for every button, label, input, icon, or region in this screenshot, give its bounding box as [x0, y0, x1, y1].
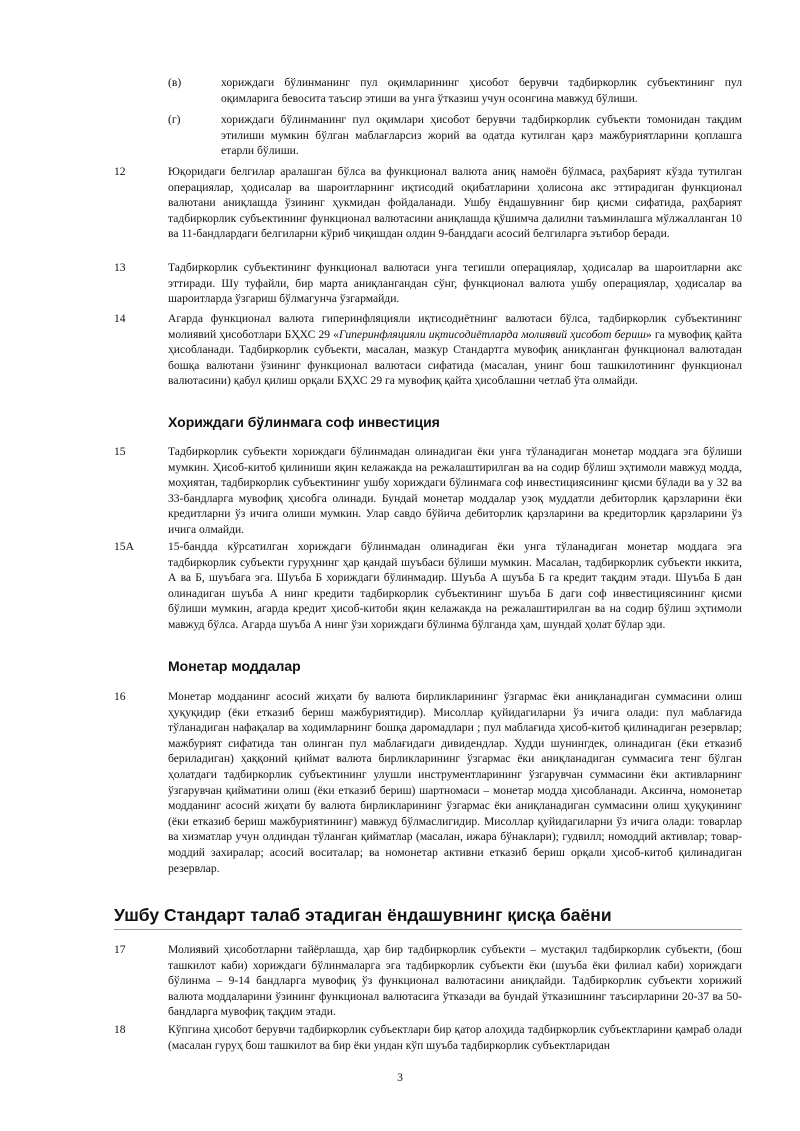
- paragraph-text: Тадбиркорлик субъекти хориждаги бўлинмадан олинадиган ёки унга тўланадиган монетар моддага эга бўлиши мумкин. Ҳисоб-китоб қилиниши яқин келажакда на режалаштирилган ва на содир бўлиш эҳтимоли мавжуд модда, моҳиятан, тадбиркорлик субъектининг ушбу хориждаги бўлинмага соф инвестициясининг қисми бўлади ва у 32 ва 33-бандларга мувофиқ ҳисобга олинади. Бундай монетар моддалар узоқ муддатли дебиторлик қарзларини ёки кредитларни ўз ичига олиши мумкин. Улар савдо бўйича дебиторлик қарзларини ва кредиторлик қарзларини ўз ичига олмайди.: [168, 445, 742, 536]
- paragraph-text: Юқоридаги белгилар аралашган бўлса ва функционал валюта аниқ намоён бўлмаса, раҳбарият кўзда тутилган операциялар, ҳодисалар ва шароитларнинг иқтисодий оқибатларини ҳолисона акс эттирадиган функционал валютани аниқлашда ўзининг ҳукмидан фойдаланади. Ушбу ёндашувнинг бир қисми сифатида, раҳбарият тадбиркорлик субъектининг функционал валютасини аниқлашда қўшимча далилни таъминлашга мўлжалланган 10 ва 11-бандлардаги белгиларни кўриб чиқишдан олдин 9-банддаги асосий белгиларга эътибор беради.: [168, 165, 742, 241]
- paragraph-16: [114, 689, 742, 876]
- paragraph-number: 17: [114, 943, 126, 956]
- list-item-text: хориждаги бўлинманинг пул оқимлари ҳисобот берувчи тадбиркорлик субъекти томонидан тақдим этилиши мумкин бўлган маблағларсиз жорий ва одатда кутилган қарз мажбуриятларини қоплашга етарли бўлиши.: [221, 113, 742, 158]
- page-number: 3: [397, 1071, 403, 1084]
- paragraph-number: 15A: [114, 540, 134, 553]
- standard-title-italic: Гиперинфляцияли иқтисодиётларда молиявий ҳисобот бериш: [338, 327, 646, 341]
- paragraph-13: [114, 260, 742, 307]
- paragraph-text-part: Агарда функционал валюта гиперинфляцияли иқтисодиётнинг валютаси бўлса, тадбиркорлик субъектининг молиявий ҳисоботлари БҲХС 29 «: [168, 312, 742, 341]
- paragraph-number: 15: [114, 445, 126, 458]
- list-item-text: хориждаги бўлинманинг пул оқимларининг ҳисобот берувчи тадбиркорлик субъектининг пул оқимларига бевосита таъсир этиши ва унга ўтказиш учун осонгина мавжуд бўлиши.: [221, 76, 742, 105]
- paragraph-17: [114, 942, 742, 1020]
- chapter-heading: Ушбу Стандарт талаб этадиган ёндашувнинг қисқа баёни: [114, 905, 742, 930]
- paragraph-text: Тадбиркорлик субъектининг функционал валютаси унга тегишли операциялар, ҳодисалар ва шароитларни акс эттиради. Шу туфайли, бир марта аниқлангандан сўнг, функционал валюта ушбу операциялар, ҳодисалар ва шароитларда ўзгариш бўлмагунча ўзгармайди.: [168, 261, 742, 306]
- paragraph-text-part: » га мувофиқ қайта ҳисобланади. Тадбиркорлик субъекти, масалан, мазкур Стандартга мувофиқ аниқланган функционал валютадан бошқа валютани ўзининг функционал валютаси сифатида (масалан, унинг бош ташкилотининг функционал валютасини) қабул қилиш орқали БҲХС 29 га мувофиқ қайта ҳисоблашни четлаб ўта олмайди.: [168, 327, 742, 388]
- paragraph-text: [168, 311, 742, 389]
- paragraph-number: 12: [114, 165, 126, 178]
- paragraph-15a: [114, 539, 742, 633]
- paragraph-15: [114, 444, 742, 538]
- paragraph-14: [114, 311, 742, 389]
- paragraph-12: [114, 164, 742, 242]
- paragraph-text: 15-бандда кўрсатилган хориждаги бўлинмадан олинадиган ёки унга тўланадиган монетар моддага эга тадбиркорлик субъекти гуруҳнинг ҳар қандай шуъбаси бўлиши мумкин. Масалан, тадбиркорлик субъекти иккита, А ва Б, шуъбага эга. Шуъба Б хориждаги бўлинмадир. Шуъба А шуъба Б га кредит тақдим этади. Шуъба Б дан олинадиган шуъба А нинг кредити тадбиркорлик субъектининг шуъба Б даги соф инвестициясининг қисми бўлиши мумкин, агарда кредит ҳисоб-китоби яқин келажакда на режалаштирилган ва на содир бўлиш эҳтимоли мавжуд бўлса. Агарда шуъба А нинг ўзи хориждаги бўлинма бўлганда ҳам, шундай ҳолат бўлар эди.: [168, 540, 742, 631]
- list-item-marker: (в): [168, 76, 182, 89]
- paragraph-number: 14: [114, 312, 126, 325]
- paragraph-text: Молиявий ҳисоботларни тайёрлашда, ҳар бир тадбиркорлик субъекти – мустақил тадбиркорлик субъекти, (бош ташкилот каби) хориждаги бўлинмаларга эга тадбиркорлик субъекти ёки (шуъба ёки филиал каби) хориждаги бўлинма – 9-14 бандларга мувофиқ ўз функционал валютасини аниқлайди. Тадбиркорлик субъекти хорижий валюта моддаларини ўзининг функционал валютасига ўтказади ва бундай ўтказишнинг таъсирларини 20-37 ва 50-бандларга мувофиқ тақдим этади.: [168, 943, 742, 1019]
- paragraph-number: 16: [114, 690, 126, 703]
- list-item: [168, 112, 742, 159]
- list-item-marker: (г): [168, 113, 181, 126]
- list-item: [168, 75, 742, 106]
- paragraph-number: 13: [114, 261, 126, 274]
- section-heading: Монетар моддалар: [168, 658, 301, 674]
- paragraph-text: Монетар модданинг асосий жиҳати бу валюта бирликларининг ўзгармас ёки аниқланадиган суммасини олиш ҳуқуқидир (ёки етказиб бериш мажбуриятидир). Мисоллар қуйидагиларни ўз ичига олади: пул маблағида тўланадиган нафақалар ва ходимларнинг бошқа даромадлари ; пул маблағида ҳисоб-китоб қилинадиган резервлар; мажбурият сифатида тан олинган пул маблағидаги дивидендлар. Худди шунингдек, олинадиган (ёки етказиб бериладиган) ҳаққоний қиймат валюта бирликларининг ўзгармас ёки аниқланадиган суммасига тенг бўлган ҳолатдаги тадбиркорлик субъектининг улушли инструментларининг ўзгарувчан суммасини ёки активларнинг ўзгарувчан қийматини олиш (ёки етказиб бериш) шартномаси – монетар модда ҳисобланади. Аксинча, номонетар модданинг асосий жиҳати бу валюта бирликларининг ўзгармас ёки аниқланадиган суммасини олиш ҳуқуқининг (ёки етказиб бериш мажбуриятининг) мавжуд бўлмаслигидир. Мисоллар қуйидагиларни ўз ичига олади: товарлар ва хизматлар учун олдиндан тўланган қийматлар (масалан, ижара бўнаклари); гудвилл; номоддий активлар; товар-моддий захиралар; асосий воситалар; ва номонетар активни етказиб бериш орқали ҳисоб-китоб қилинадиган резервлар.: [168, 690, 742, 875]
- paragraph-number: 18: [114, 1023, 126, 1036]
- paragraph-text: Кўпгина ҳисобот берувчи тадбиркорлик субъектлари бир қатор алоҳида тадбиркорлик субъектларини қамраб олади (масалан гуруҳ бош ташкилот ва бир ёки ундан кўп шуъба тадбиркорлик субъектларидан: [168, 1023, 742, 1052]
- section-heading: Хориждаги бўлинмага соф инвестиция: [168, 414, 440, 430]
- paragraph-18: [114, 1022, 742, 1053]
